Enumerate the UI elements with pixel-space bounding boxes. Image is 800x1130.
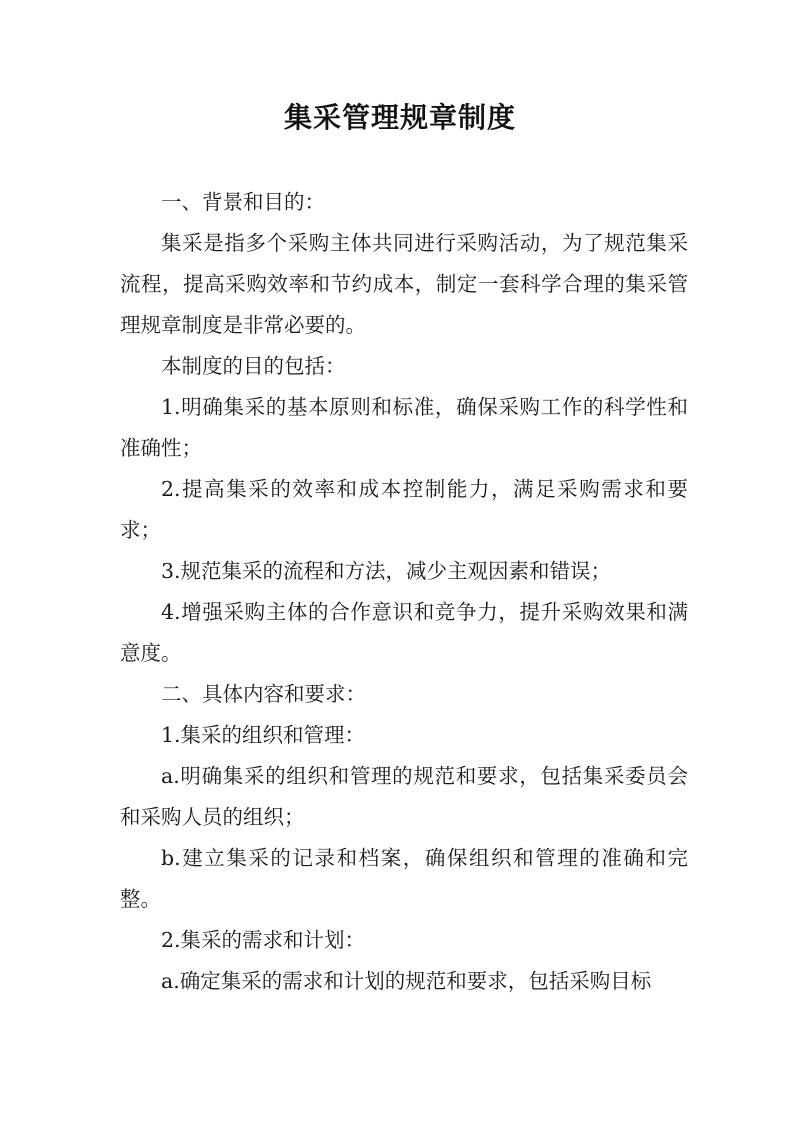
paragraph-definition: 集采是指多个采购主体共同进行采购活动，为了规范集采流程，提高采购效率和节约成本，制定一套科学合理的集采管理规章制度是非常必要的。	[120, 231, 688, 337]
subsection-heading-demand: 2.集采的需求和计划：	[161, 928, 366, 952]
section-heading-background: 一、背景和目的：	[161, 190, 325, 214]
purpose-item-4: 4.增强采购主体的合作意识和竞争力，提升采购效果和满意度。	[120, 600, 688, 665]
organization-item-a: a.明确集采的组织和管理的规范和要求，包括集采委员会和采购人员的组织；	[120, 764, 688, 829]
document-body	[120, 182, 688, 1002]
demand-item-a: a.确定集采的需求和计划的规范和要求，包括采购目标	[161, 969, 652, 993]
section-heading-content: 二、具体内容和要求：	[161, 682, 366, 706]
organization-item-b: b.建立集采的记录和档案，确保组织和管理的准确和完整。	[120, 846, 688, 911]
paragraph-purpose-intro: 本制度的目的包括：	[161, 354, 346, 378]
purpose-item-2: 2.提高集采的效率和成本控制能力，满足采购需求和要求；	[120, 477, 688, 542]
purpose-item-1: 1.明确集采的基本原则和标准，确保采购工作的科学性和准确性；	[120, 395, 688, 460]
document-title: 集采管理规章制度	[283, 101, 516, 134]
purpose-item-3: 3.规范集采的流程和方法，减少主观因素和错误；	[161, 559, 612, 583]
subsection-heading-organization: 1.集采的组织和管理：	[161, 723, 366, 747]
